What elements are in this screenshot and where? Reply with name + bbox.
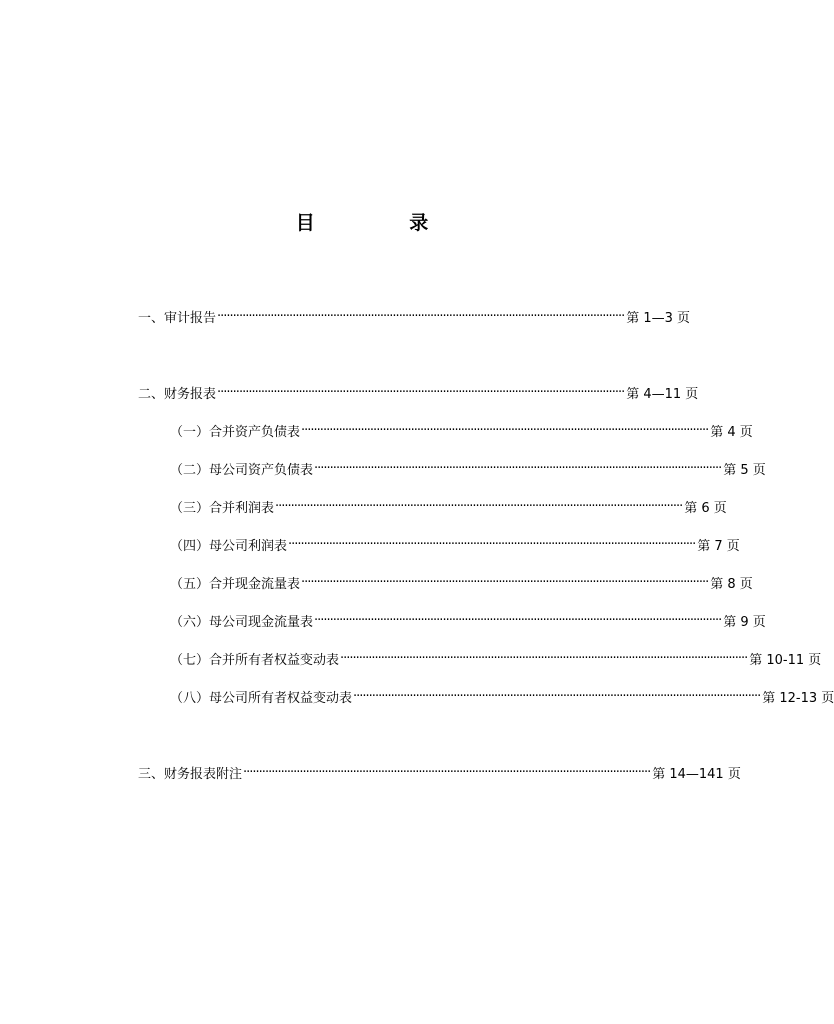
toc-entry-label: （六）母公司现金流量表 [170,614,314,630]
toc-entry-label: （三）合并利润表 [170,500,275,516]
dot-leader: ·································································································································· [275,498,683,514]
dot-leader: ·································································································································· [243,764,651,780]
toc-entry-label: 二、财务报表 [138,386,217,402]
toc-entry-page: 第 6 页 [684,500,727,516]
toc-entry-page: 第 10-11 页 [749,652,822,668]
toc-entry-page: 第 9 页 [723,614,766,630]
toc-entry-label: （二）母公司资产负债表 [170,462,314,478]
toc-entry-label: （八）母公司所有者权益变动表 [170,690,353,706]
toc-entry-notes [138,762,741,782]
dot-leader: ·································································································································· [217,308,625,324]
toc-entry-label: （四）母公司利润表 [170,538,288,554]
toc-entry-label: 一、审计报告 [138,310,217,326]
dot-leader: ·································································································································· [314,612,722,628]
toc-entry-consolidated-income-statement [170,496,727,516]
toc-entry-page: 第 4 页 [710,424,753,440]
toc-entry-page: 第 7 页 [697,538,740,554]
toc-entry-parent-equity-changes [170,686,834,706]
toc-entry-page: 第 5 页 [723,462,766,478]
toc-entry-label: （七）合并所有者权益变动表 [170,652,340,668]
toc-title: 目 录 [295,212,473,234]
toc-entry-page: 第 8 页 [710,576,753,592]
toc-entry-page: 第 12-13 页 [762,690,834,706]
toc-entry-consolidated-cash-flow [170,572,753,592]
toc-entry-parent-balance-sheet [170,458,766,478]
dot-leader: ·································································································································· [314,460,722,476]
dot-leader: ·································································································································· [217,384,625,400]
dot-leader: ·································································································································· [353,688,761,704]
toc-entry-consolidated-equity-changes [170,648,822,668]
toc-entry-label: 三、财务报表附注 [138,766,243,782]
dot-leader: ·································································································································· [301,422,709,438]
toc-entry-label: （五）合并现金流量表 [170,576,301,592]
dot-leader: ·································································································································· [288,536,696,552]
toc-entry-financial-statements [138,382,699,402]
toc-entry-page: 第 14—141 页 [652,766,741,782]
toc-entry-consolidated-balance-sheet [170,420,753,440]
toc-entry-page: 第 1—3 页 [626,310,691,326]
toc-entry-audit-report [138,306,691,326]
dot-leader: ·································································································································· [340,650,748,666]
toc-entry-label: （一）合并资产负债表 [170,424,301,440]
toc-entry-parent-cash-flow [170,610,766,630]
toc-entry-page: 第 4—11 页 [626,386,699,402]
dot-leader: ·································································································································· [301,574,709,590]
toc-entry-parent-income-statement [170,534,740,554]
